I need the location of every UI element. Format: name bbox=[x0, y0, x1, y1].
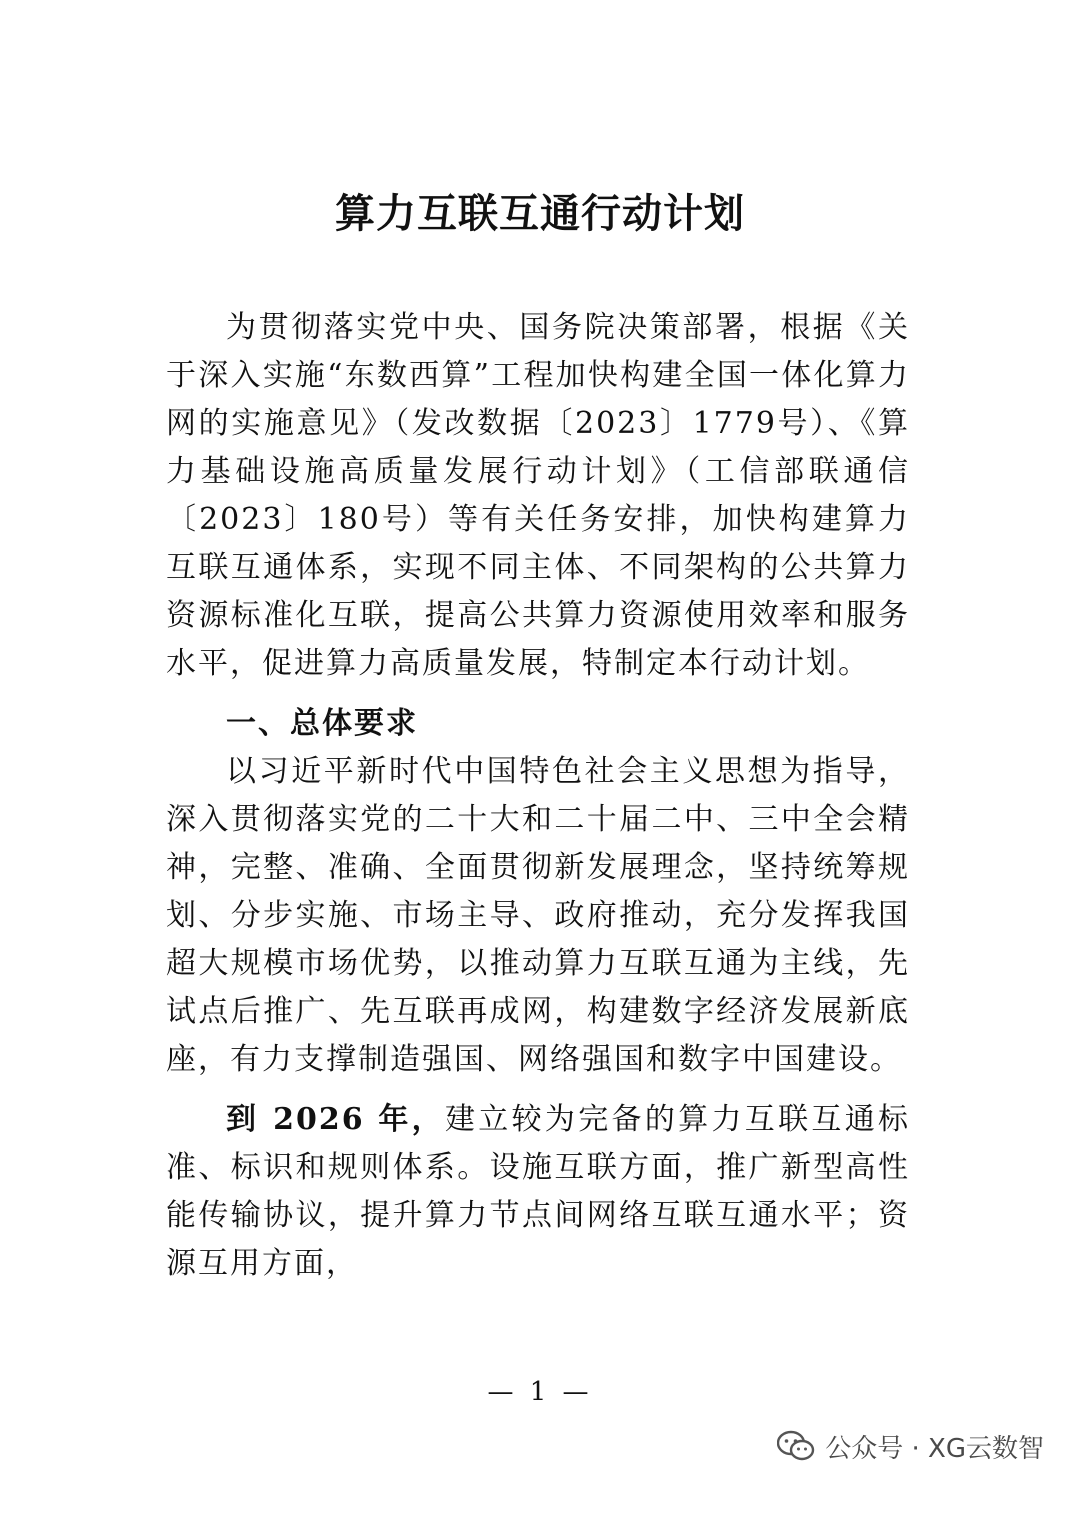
wechat-icon bbox=[777, 1430, 815, 1462]
page-number: — 1 — bbox=[487, 1377, 593, 1407]
watermark bbox=[777, 1426, 1044, 1466]
general-requirements-paragraph: 以习近平新时代中国特色社会主义思想为指导，深入贯彻落实党的二十大和二十届二中、三中全会精神，完整、准确、全面贯彻新发展理念，坚持统筹规划、分步实施、市场主导、政府推动，充分发挥我国超大规模市场优势，以推动算力互联互通为主线，先试点后推广、先互联再成网，构建数字经济发展新底座，有力支撑制造强国、网络强国和数字中国建设。 bbox=[166, 754, 910, 1077]
goal-2026-text: 建立较为完备的算力互联互通标准、标识和规则体系。设施互联方面，推广新型高性能传输协议，提升算力节点间网络互联互通水平；资源互用方面， bbox=[166, 1102, 911, 1281]
watermark-text: 公众号 · XG云数智 bbox=[825, 1433, 1044, 1464]
page-title: 算力互联互通行动计划 bbox=[335, 190, 745, 237]
document-body bbox=[166, 304, 910, 1288]
intro-paragraph: 为贯彻落实党中央、国务院决策部署，根据《关于深入实施“东数西算”工程加快构建全国一体化算力网的实施意见》（发改数据〔2023〕1779号）、《算力基础设施高质量发展行动计划》（工信部联通信〔2023〕180号）等有关任务安排，加快构建算力互联互通体系，实现不同主体、不同架构的公共算力资源标准化互联，提高公共算力资源使用效率和服务水平，促进算力高质量发展，特制定本行动计划。 bbox=[166, 310, 910, 681]
section-heading-general-requirements: 一、总体要求 bbox=[226, 706, 418, 741]
goal-2026-paragraph bbox=[166, 1096, 910, 1288]
goal-2026-lead: 到 2026 年， bbox=[226, 1102, 445, 1137]
